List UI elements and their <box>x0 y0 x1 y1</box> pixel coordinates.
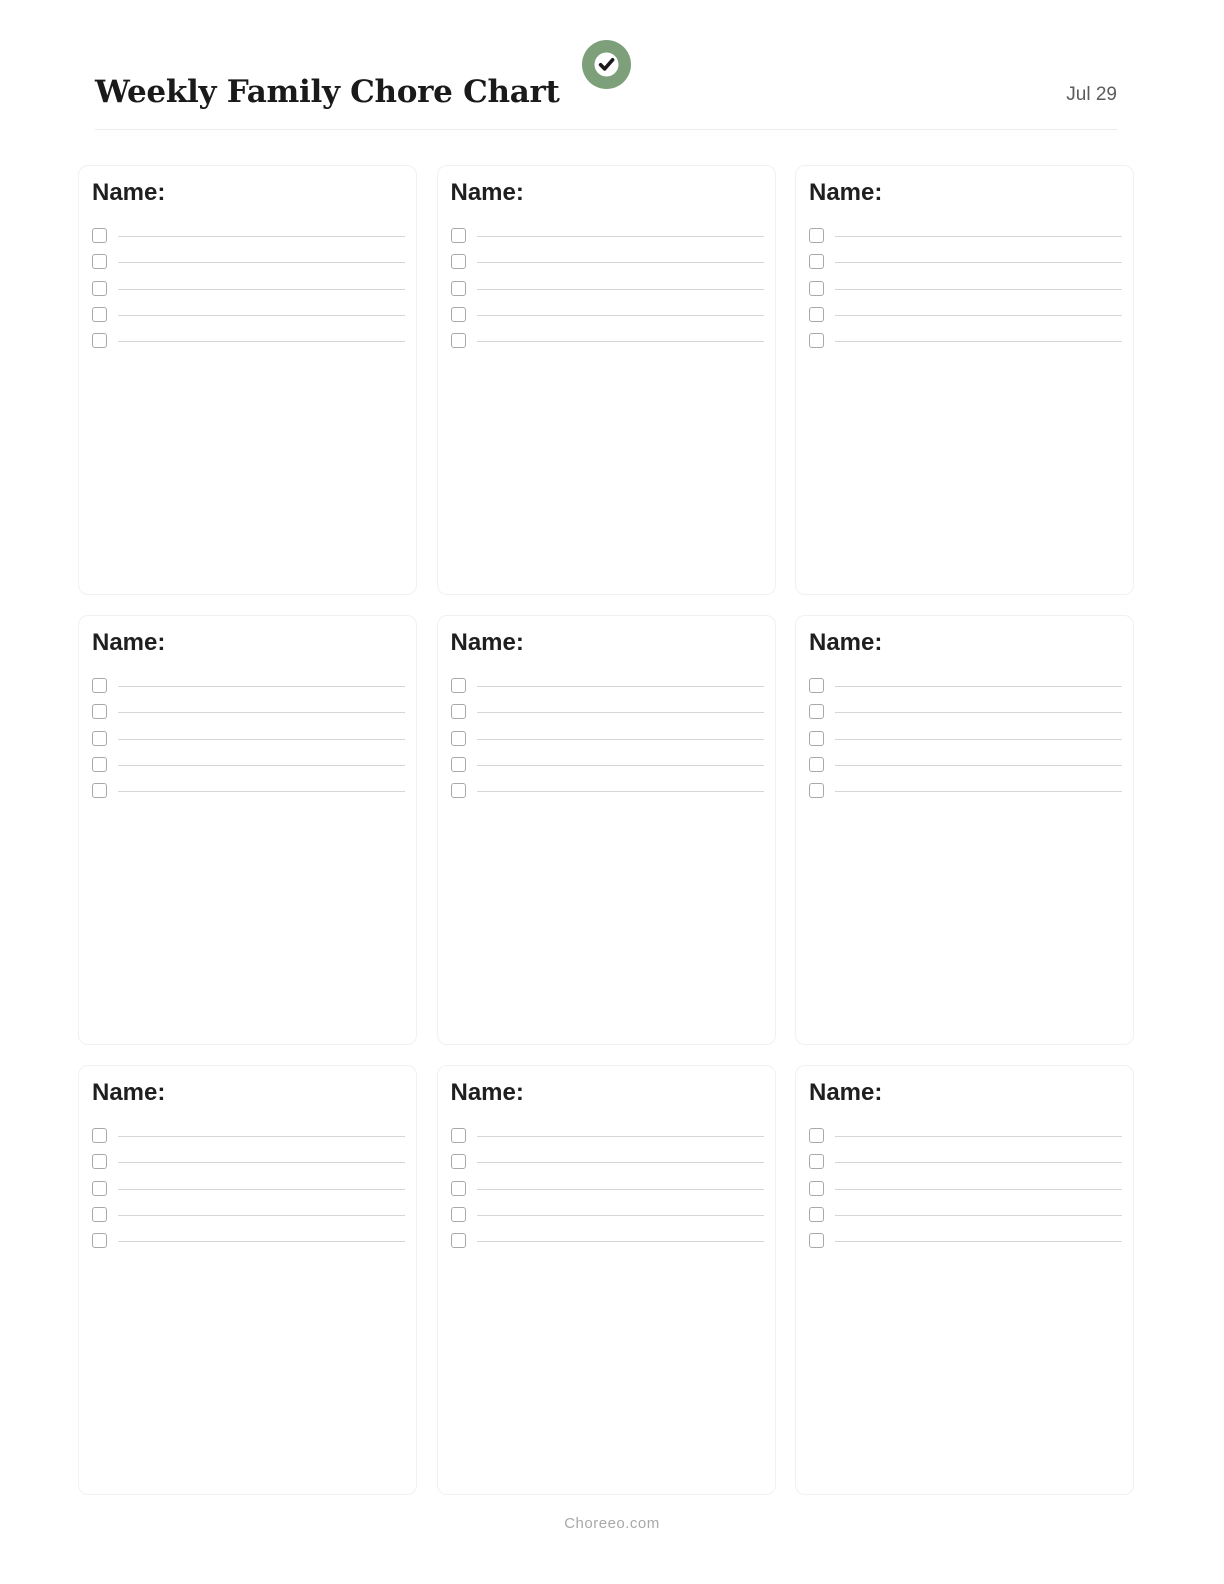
name-label: Name: <box>450 1079 524 1106</box>
chore-write-line[interactable] <box>835 1215 1122 1216</box>
chore-write-line[interactable] <box>835 712 1122 713</box>
chore-write-line[interactable] <box>118 791 405 792</box>
chore-write-line[interactable] <box>118 262 405 263</box>
chore-row <box>92 757 405 783</box>
chore-write-line[interactable] <box>118 1189 405 1190</box>
chore-row <box>809 254 1122 280</box>
chore-row <box>92 254 405 280</box>
chore-write-line[interactable] <box>477 712 764 713</box>
chore-list <box>92 228 405 359</box>
chore-row <box>451 757 764 783</box>
chore-checkbox[interactable] <box>92 1128 107 1143</box>
chore-checkbox[interactable] <box>809 731 824 746</box>
chore-row <box>809 1207 1122 1233</box>
chore-write-line[interactable] <box>835 686 1122 687</box>
name-label: Name: <box>809 629 883 656</box>
chore-row <box>809 1233 1122 1259</box>
name-label: Name: <box>92 629 166 656</box>
chore-checkbox[interactable] <box>809 333 824 348</box>
chore-card <box>437 615 776 1045</box>
chore-list <box>451 1128 764 1259</box>
chore-row <box>809 731 1122 757</box>
check-circle-icon <box>582 40 631 89</box>
chore-list <box>451 228 764 359</box>
chore-checkbox[interactable] <box>809 254 824 269</box>
chore-list <box>809 228 1122 359</box>
chore-write-line[interactable] <box>835 765 1122 766</box>
chore-write-line[interactable] <box>118 341 405 342</box>
chore-row <box>809 1181 1122 1207</box>
chore-checkbox[interactable] <box>92 731 107 746</box>
chore-checkbox[interactable] <box>451 228 466 243</box>
chore-write-line[interactable] <box>477 1162 764 1163</box>
page-header <box>95 40 1117 130</box>
chore-row <box>92 704 405 730</box>
name-label: Name: <box>450 629 524 656</box>
chore-checkbox[interactable] <box>809 1181 824 1196</box>
chore-row <box>92 1154 405 1180</box>
chore-list <box>92 678 405 809</box>
chore-checkbox[interactable] <box>451 254 466 269</box>
chore-checkbox[interactable] <box>809 678 824 693</box>
chore-write-line[interactable] <box>118 236 405 237</box>
chore-row <box>451 281 764 307</box>
chore-card <box>78 165 417 595</box>
chore-row <box>92 281 405 307</box>
chore-row <box>451 333 764 359</box>
chore-write-line[interactable] <box>477 765 764 766</box>
chore-write-line[interactable] <box>118 1241 405 1242</box>
chore-checkbox[interactable] <box>92 307 107 322</box>
chore-card <box>78 615 417 1045</box>
chore-checkbox[interactable] <box>809 704 824 719</box>
chore-row <box>451 228 764 254</box>
chore-row <box>92 731 405 757</box>
chore-write-line[interactable] <box>835 236 1122 237</box>
chore-row <box>809 678 1122 704</box>
chore-write-line[interactable] <box>118 315 405 316</box>
chore-card <box>795 615 1134 1045</box>
chore-write-line[interactable] <box>477 1241 764 1242</box>
chore-checkbox[interactable] <box>451 281 466 296</box>
name-label: Name: <box>809 179 883 206</box>
chore-row <box>809 228 1122 254</box>
chore-write-line[interactable] <box>477 289 764 290</box>
chore-write-line[interactable] <box>118 739 405 740</box>
chore-checkbox[interactable] <box>92 1233 107 1248</box>
chore-row <box>809 1154 1122 1180</box>
chore-write-line[interactable] <box>477 739 764 740</box>
chore-write-line[interactable] <box>835 341 1122 342</box>
chore-write-line[interactable] <box>118 289 405 290</box>
chore-checkbox[interactable] <box>92 1154 107 1169</box>
chore-checkbox[interactable] <box>451 783 466 798</box>
chore-checkbox[interactable] <box>92 228 107 243</box>
chore-row <box>809 307 1122 333</box>
chore-row <box>451 1154 764 1180</box>
chore-checkbox[interactable] <box>92 757 107 772</box>
chore-checkbox[interactable] <box>809 1207 824 1222</box>
chore-write-line[interactable] <box>835 1162 1122 1163</box>
chore-write-line[interactable] <box>477 1136 764 1137</box>
chore-write-line[interactable] <box>118 1215 405 1216</box>
chore-checkbox[interactable] <box>92 1181 107 1196</box>
chore-write-line[interactable] <box>477 341 764 342</box>
chore-row <box>92 1128 405 1154</box>
chore-row <box>92 228 405 254</box>
chore-checkbox[interactable] <box>92 704 107 719</box>
chore-row <box>451 1233 764 1259</box>
chore-card <box>437 165 776 595</box>
chore-row <box>451 1128 764 1154</box>
chore-row <box>451 678 764 704</box>
chore-card <box>795 165 1134 595</box>
chore-row <box>92 1207 405 1233</box>
chore-row <box>451 731 764 757</box>
chore-write-line[interactable] <box>835 315 1122 316</box>
name-label: Name: <box>809 1079 883 1106</box>
chore-row <box>451 783 764 809</box>
chore-row <box>92 307 405 333</box>
chore-checkbox[interactable] <box>809 783 824 798</box>
chore-row <box>451 254 764 280</box>
chore-list <box>451 678 764 809</box>
chore-checkbox[interactable] <box>451 1128 466 1143</box>
chore-row <box>451 1181 764 1207</box>
chore-row <box>92 678 405 704</box>
chore-row <box>92 1233 405 1259</box>
chore-write-line[interactable] <box>477 315 764 316</box>
chore-row <box>451 704 764 730</box>
chore-write-line[interactable] <box>118 1162 405 1163</box>
chore-checkbox[interactable] <box>809 1128 824 1143</box>
chore-checkbox[interactable] <box>809 1233 824 1248</box>
chore-checkbox[interactable] <box>451 333 466 348</box>
chore-checkbox[interactable] <box>809 307 824 322</box>
name-label: Name: <box>92 179 166 206</box>
chore-checkbox[interactable] <box>809 228 824 243</box>
chore-card <box>437 1065 776 1495</box>
chore-checkbox[interactable] <box>92 254 107 269</box>
chore-row <box>92 1181 405 1207</box>
chore-checkbox[interactable] <box>451 1181 466 1196</box>
chore-row <box>809 783 1122 809</box>
chore-list <box>92 1128 405 1259</box>
chore-checkbox[interactable] <box>92 678 107 693</box>
chore-write-line[interactable] <box>118 712 405 713</box>
chore-write-line[interactable] <box>835 739 1122 740</box>
chore-row <box>92 333 405 359</box>
chore-write-line[interactable] <box>835 791 1122 792</box>
chore-row <box>809 1128 1122 1154</box>
chore-row <box>809 333 1122 359</box>
chore-checkbox[interactable] <box>92 783 107 798</box>
chore-write-line[interactable] <box>118 686 405 687</box>
chore-card-grid <box>78 165 1135 1497</box>
chore-checkbox[interactable] <box>809 281 824 296</box>
chore-list <box>809 678 1122 809</box>
chore-checkbox[interactable] <box>451 307 466 322</box>
chore-checkbox[interactable] <box>451 1207 466 1222</box>
chore-checkbox[interactable] <box>92 1207 107 1222</box>
name-label: Name: <box>92 1079 166 1106</box>
chore-checkbox[interactable] <box>92 333 107 348</box>
chore-row <box>809 757 1122 783</box>
chore-card <box>795 1065 1134 1495</box>
chore-checkbox[interactable] <box>451 757 466 772</box>
chore-write-line[interactable] <box>118 1136 405 1137</box>
chore-write-line[interactable] <box>477 262 764 263</box>
page-title: Weekly Family Chore Chart <box>95 74 560 110</box>
chore-checkbox[interactable] <box>809 1154 824 1169</box>
chore-checkbox[interactable] <box>809 757 824 772</box>
chore-row <box>809 281 1122 307</box>
name-label: Name: <box>450 179 524 206</box>
chore-row <box>92 783 405 809</box>
chore-write-line[interactable] <box>477 686 764 687</box>
chore-checkbox[interactable] <box>451 1233 466 1248</box>
chore-write-line[interactable] <box>835 1241 1122 1242</box>
chore-row <box>809 704 1122 730</box>
chore-checkbox[interactable] <box>451 731 466 746</box>
chore-write-line[interactable] <box>835 262 1122 263</box>
chore-checkbox[interactable] <box>451 678 466 693</box>
chore-row <box>451 1207 764 1233</box>
footer-brand: Choreeo.com <box>564 1515 660 1532</box>
chore-write-line[interactable] <box>835 1189 1122 1190</box>
chore-card <box>78 1065 417 1495</box>
chore-checkbox[interactable] <box>451 1154 466 1169</box>
chore-write-line[interactable] <box>835 289 1122 290</box>
date-label: Jul 29 <box>1066 84 1117 105</box>
chore-write-line[interactable] <box>477 236 764 237</box>
chore-list <box>809 1128 1122 1259</box>
chore-write-line[interactable] <box>477 1215 764 1216</box>
chore-checkbox[interactable] <box>92 281 107 296</box>
chore-checkbox[interactable] <box>451 704 466 719</box>
chore-write-line[interactable] <box>835 1136 1122 1137</box>
chore-row <box>451 307 764 333</box>
chore-write-line[interactable] <box>477 1189 764 1190</box>
chore-write-line[interactable] <box>477 791 764 792</box>
chore-write-line[interactable] <box>118 765 405 766</box>
